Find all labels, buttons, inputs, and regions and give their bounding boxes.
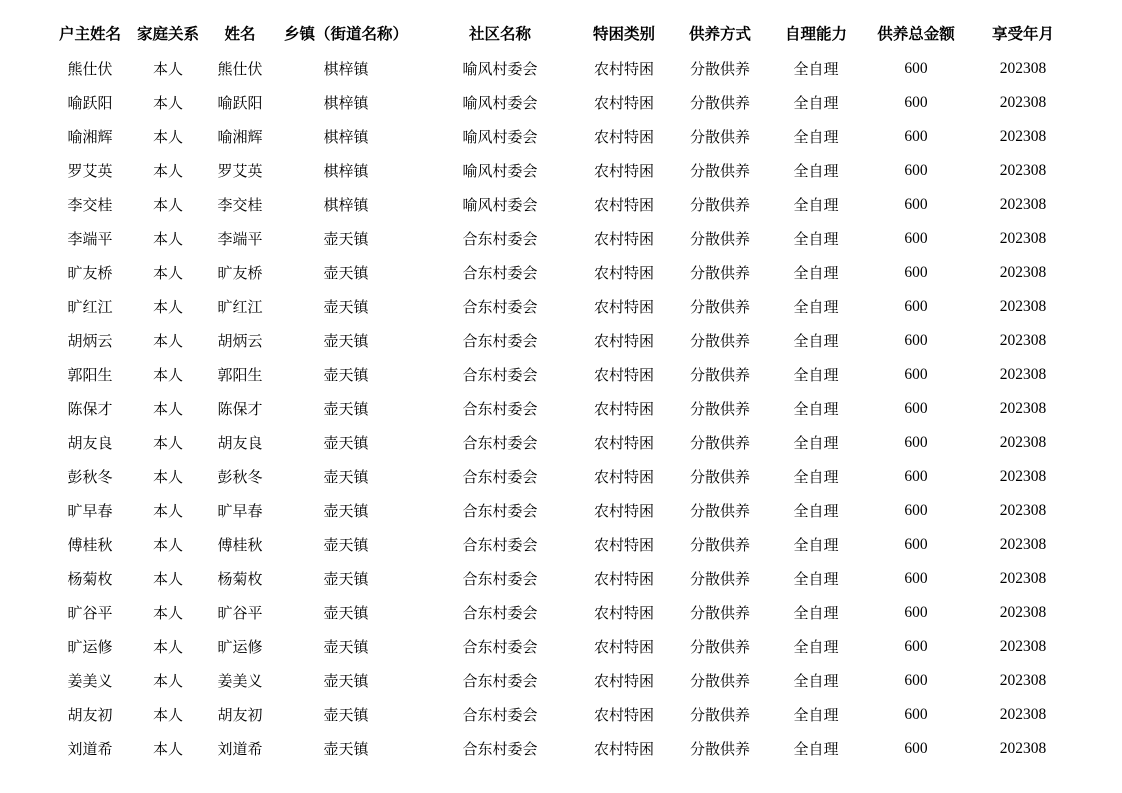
cell-household-head-name: 李端平 bbox=[67, 230, 113, 248]
cell-category: 农村特困 bbox=[593, 196, 654, 214]
cell-community: 合东村委会 bbox=[462, 298, 538, 316]
cell-benefit-month: 202308 bbox=[999, 400, 1047, 417]
cell-category: 农村特困 bbox=[593, 638, 654, 656]
header-benefit-month: 享受年月 bbox=[991, 25, 1054, 43]
cell-benefit-month: 202308 bbox=[999, 570, 1047, 587]
cell-family-relation: 本人 bbox=[152, 332, 183, 350]
header-total-amount: 供养总金额 bbox=[877, 25, 955, 43]
cell-total-amount: 600 bbox=[904, 740, 928, 757]
cell-support-mode: 分散供养 bbox=[689, 94, 750, 112]
cell-household-head-name: 胡炳云 bbox=[67, 332, 113, 350]
cell-support-mode: 分散供养 bbox=[689, 638, 750, 656]
cell-self-care: 全自理 bbox=[793, 570, 839, 588]
cell-household-head-name: 傅桂秋 bbox=[67, 536, 113, 554]
cell-support-mode: 分散供养 bbox=[689, 400, 750, 418]
cell-total-amount: 600 bbox=[904, 332, 928, 349]
cell-community: 喻风村委会 bbox=[462, 60, 538, 78]
cell-benefit-month: 202308 bbox=[999, 230, 1047, 247]
cell-total-amount: 600 bbox=[904, 638, 928, 655]
cell-self-care: 全自理 bbox=[793, 672, 839, 690]
cell-community: 喻风村委会 bbox=[462, 196, 538, 214]
cell-benefit-month: 202308 bbox=[999, 536, 1047, 553]
table-row bbox=[0, 120, 1122, 154]
cell-self-care: 全自理 bbox=[793, 604, 839, 622]
table-row bbox=[0, 222, 1122, 256]
table-row bbox=[0, 596, 1122, 630]
cell-total-amount: 600 bbox=[904, 604, 928, 621]
cell-community: 合东村委会 bbox=[462, 502, 538, 520]
cell-name: 李交桂 bbox=[217, 196, 263, 214]
cell-household-head-name: 旷运修 bbox=[67, 638, 113, 656]
cell-self-care: 全自理 bbox=[793, 434, 839, 452]
cell-benefit-month: 202308 bbox=[999, 604, 1047, 621]
cell-self-care: 全自理 bbox=[793, 94, 839, 112]
cell-name: 郭阳生 bbox=[217, 366, 263, 384]
cell-category: 农村特困 bbox=[593, 604, 654, 622]
cell-town: 壶天镇 bbox=[323, 706, 369, 724]
cell-community: 合东村委会 bbox=[462, 536, 538, 554]
cell-community: 合东村委会 bbox=[462, 332, 538, 350]
cell-town: 壶天镇 bbox=[323, 230, 369, 248]
cell-household-head-name: 旷早春 bbox=[67, 502, 113, 520]
cell-community: 合东村委会 bbox=[462, 468, 538, 486]
cell-name: 旷友桥 bbox=[217, 264, 263, 282]
cell-household-head-name: 旷谷平 bbox=[67, 604, 113, 622]
cell-category: 农村特困 bbox=[593, 570, 654, 588]
cell-town: 壶天镇 bbox=[323, 570, 369, 588]
cell-support-mode: 分散供养 bbox=[689, 468, 750, 486]
cell-benefit-month: 202308 bbox=[999, 264, 1047, 281]
cell-support-mode: 分散供养 bbox=[689, 502, 750, 520]
cell-total-amount: 600 bbox=[904, 468, 928, 485]
cell-name: 胡友良 bbox=[217, 434, 263, 452]
cell-town: 棋梓镇 bbox=[323, 128, 369, 146]
cell-town: 壶天镇 bbox=[323, 604, 369, 622]
cell-total-amount: 600 bbox=[904, 298, 928, 315]
cell-name: 喻湘辉 bbox=[217, 128, 263, 146]
cell-benefit-month: 202308 bbox=[999, 60, 1047, 77]
cell-family-relation: 本人 bbox=[152, 298, 183, 316]
table-row bbox=[0, 188, 1122, 222]
cell-self-care: 全自理 bbox=[793, 468, 839, 486]
table-row bbox=[0, 256, 1122, 290]
cell-community: 合东村委会 bbox=[462, 434, 538, 452]
cell-total-amount: 600 bbox=[904, 366, 928, 383]
cell-community: 合东村委会 bbox=[462, 570, 538, 588]
cell-self-care: 全自理 bbox=[793, 230, 839, 248]
cell-benefit-month: 202308 bbox=[999, 706, 1047, 723]
cell-name: 傅桂秋 bbox=[217, 536, 263, 554]
cell-community: 合东村委会 bbox=[462, 638, 538, 656]
table-row bbox=[0, 460, 1122, 494]
cell-self-care: 全自理 bbox=[793, 536, 839, 554]
table-row bbox=[0, 528, 1122, 562]
cell-household-head-name: 姜美义 bbox=[67, 672, 113, 690]
table-row bbox=[0, 630, 1122, 664]
table-row bbox=[0, 664, 1122, 698]
cell-benefit-month: 202308 bbox=[999, 502, 1047, 519]
table-row bbox=[0, 154, 1122, 188]
cell-town: 壶天镇 bbox=[323, 638, 369, 656]
cell-category: 农村特困 bbox=[593, 740, 654, 758]
cell-benefit-month: 202308 bbox=[999, 366, 1047, 383]
cell-town: 棋梓镇 bbox=[323, 94, 369, 112]
cell-benefit-month: 202308 bbox=[999, 162, 1047, 179]
table-row bbox=[0, 86, 1122, 120]
cell-category: 农村特困 bbox=[593, 468, 654, 486]
cell-town: 棋梓镇 bbox=[323, 196, 369, 214]
cell-self-care: 全自理 bbox=[793, 196, 839, 214]
cell-support-mode: 分散供养 bbox=[689, 740, 750, 758]
cell-name: 刘道希 bbox=[217, 740, 263, 758]
table-row bbox=[0, 52, 1122, 86]
header-town: 乡镇（街道名称） bbox=[283, 25, 408, 43]
cell-household-head-name: 胡友初 bbox=[67, 706, 113, 724]
cell-community: 喻风村委会 bbox=[462, 128, 538, 146]
cell-household-head-name: 喻跃阳 bbox=[67, 94, 113, 112]
cell-town: 壶天镇 bbox=[323, 672, 369, 690]
cell-name: 李端平 bbox=[217, 230, 263, 248]
table-row bbox=[0, 324, 1122, 358]
cell-self-care: 全自理 bbox=[793, 366, 839, 384]
cell-name: 彭秋冬 bbox=[217, 468, 263, 486]
cell-category: 农村特困 bbox=[593, 706, 654, 724]
cell-town: 壶天镇 bbox=[323, 332, 369, 350]
cell-community: 合东村委会 bbox=[462, 264, 538, 282]
cell-category: 农村特困 bbox=[593, 230, 654, 248]
cell-family-relation: 本人 bbox=[152, 230, 183, 248]
cell-household-head-name: 李交桂 bbox=[67, 196, 113, 214]
cell-name: 旷谷平 bbox=[217, 604, 263, 622]
cell-support-mode: 分散供养 bbox=[689, 536, 750, 554]
cell-family-relation: 本人 bbox=[152, 196, 183, 214]
cell-town: 壶天镇 bbox=[323, 366, 369, 384]
cell-benefit-month: 202308 bbox=[999, 196, 1047, 213]
cell-family-relation: 本人 bbox=[152, 740, 183, 758]
cell-benefit-month: 202308 bbox=[999, 638, 1047, 655]
cell-community: 喻风村委会 bbox=[462, 94, 538, 112]
cell-town: 棋梓镇 bbox=[323, 60, 369, 78]
cell-family-relation: 本人 bbox=[152, 366, 183, 384]
cell-name: 旷早春 bbox=[217, 502, 263, 520]
cell-community: 合东村委会 bbox=[462, 604, 538, 622]
cell-support-mode: 分散供养 bbox=[689, 196, 750, 214]
cell-support-mode: 分散供养 bbox=[689, 366, 750, 384]
cell-family-relation: 本人 bbox=[152, 94, 183, 112]
cell-benefit-month: 202308 bbox=[999, 740, 1047, 757]
cell-category: 农村特困 bbox=[593, 94, 654, 112]
cell-household-head-name: 刘道希 bbox=[67, 740, 113, 758]
cell-benefit-month: 202308 bbox=[999, 672, 1047, 689]
cell-self-care: 全自理 bbox=[793, 638, 839, 656]
cell-town: 壶天镇 bbox=[323, 740, 369, 758]
cell-family-relation: 本人 bbox=[152, 638, 183, 656]
table-row bbox=[0, 426, 1122, 460]
cell-household-head-name: 胡友良 bbox=[67, 434, 113, 452]
cell-town: 壶天镇 bbox=[323, 264, 369, 282]
cell-name: 旷运修 bbox=[217, 638, 263, 656]
cell-family-relation: 本人 bbox=[152, 128, 183, 146]
cell-support-mode: 分散供养 bbox=[689, 128, 750, 146]
cell-name: 胡炳云 bbox=[217, 332, 263, 350]
cell-support-mode: 分散供养 bbox=[689, 298, 750, 316]
cell-benefit-month: 202308 bbox=[999, 94, 1047, 111]
cell-household-head-name: 旷友桥 bbox=[67, 264, 113, 282]
cell-benefit-month: 202308 bbox=[999, 298, 1047, 315]
cell-town: 棋梓镇 bbox=[323, 162, 369, 180]
cell-family-relation: 本人 bbox=[152, 706, 183, 724]
cell-family-relation: 本人 bbox=[152, 434, 183, 452]
cell-community: 合东村委会 bbox=[462, 706, 538, 724]
header-support-mode: 供养方式 bbox=[688, 25, 751, 43]
cell-category: 农村特困 bbox=[593, 332, 654, 350]
cell-support-mode: 分散供养 bbox=[689, 162, 750, 180]
cell-family-relation: 本人 bbox=[152, 400, 183, 418]
table-row bbox=[0, 562, 1122, 596]
cell-category: 农村特困 bbox=[593, 366, 654, 384]
cell-family-relation: 本人 bbox=[152, 264, 183, 282]
header-community: 社区名称 bbox=[468, 25, 531, 43]
cell-name: 熊仕伏 bbox=[217, 60, 263, 78]
table-row bbox=[0, 358, 1122, 392]
cell-self-care: 全自理 bbox=[793, 162, 839, 180]
cell-category: 农村特困 bbox=[593, 400, 654, 418]
cell-community: 合东村委会 bbox=[462, 400, 538, 418]
cell-self-care: 全自理 bbox=[793, 740, 839, 758]
table-row bbox=[0, 290, 1122, 324]
cell-family-relation: 本人 bbox=[152, 502, 183, 520]
cell-total-amount: 600 bbox=[904, 672, 928, 689]
cell-family-relation: 本人 bbox=[152, 672, 183, 690]
cell-benefit-month: 202308 bbox=[999, 332, 1047, 349]
cell-support-mode: 分散供养 bbox=[689, 604, 750, 622]
cell-total-amount: 600 bbox=[904, 570, 928, 587]
cell-support-mode: 分散供养 bbox=[689, 672, 750, 690]
cell-community: 喻风村委会 bbox=[462, 162, 538, 180]
cell-family-relation: 本人 bbox=[152, 162, 183, 180]
cell-category: 农村特困 bbox=[593, 536, 654, 554]
cell-total-amount: 600 bbox=[904, 434, 928, 451]
cell-self-care: 全自理 bbox=[793, 298, 839, 316]
cell-household-head-name: 陈保才 bbox=[67, 400, 113, 418]
cell-total-amount: 600 bbox=[904, 536, 928, 553]
cell-household-head-name: 罗艾英 bbox=[67, 162, 113, 180]
cell-family-relation: 本人 bbox=[152, 60, 183, 78]
table-row bbox=[0, 732, 1122, 766]
cell-total-amount: 600 bbox=[904, 196, 928, 213]
cell-community: 合东村委会 bbox=[462, 740, 538, 758]
cell-self-care: 全自理 bbox=[793, 264, 839, 282]
table-row bbox=[0, 392, 1122, 426]
cell-total-amount: 600 bbox=[904, 162, 928, 179]
cell-self-care: 全自理 bbox=[793, 400, 839, 418]
cell-self-care: 全自理 bbox=[793, 60, 839, 78]
cell-support-mode: 分散供养 bbox=[689, 570, 750, 588]
cell-self-care: 全自理 bbox=[793, 706, 839, 724]
cell-category: 农村特困 bbox=[593, 162, 654, 180]
cell-support-mode: 分散供养 bbox=[689, 706, 750, 724]
cell-household-head-name: 熊仕伏 bbox=[67, 60, 113, 78]
cell-category: 农村特困 bbox=[593, 264, 654, 282]
cell-support-mode: 分散供养 bbox=[689, 434, 750, 452]
cell-total-amount: 600 bbox=[904, 128, 928, 145]
cell-support-mode: 分散供养 bbox=[689, 230, 750, 248]
cell-total-amount: 600 bbox=[904, 60, 928, 77]
cell-self-care: 全自理 bbox=[793, 332, 839, 350]
cell-town: 壶天镇 bbox=[323, 502, 369, 520]
cell-name: 喻跃阳 bbox=[217, 94, 263, 112]
cell-self-care: 全自理 bbox=[793, 128, 839, 146]
cell-category: 农村特困 bbox=[593, 672, 654, 690]
header-family-relation: 家庭关系 bbox=[136, 25, 199, 43]
cell-support-mode: 分散供养 bbox=[689, 332, 750, 350]
cell-household-head-name: 彭秋冬 bbox=[67, 468, 113, 486]
cell-category: 农村特困 bbox=[593, 502, 654, 520]
cell-household-head-name: 旷红江 bbox=[67, 298, 113, 316]
cell-name: 旷红江 bbox=[217, 298, 263, 316]
cell-household-head-name: 郭阳生 bbox=[67, 366, 113, 384]
cell-total-amount: 600 bbox=[904, 706, 928, 723]
cell-community: 合东村委会 bbox=[462, 672, 538, 690]
cell-category: 农村特困 bbox=[593, 298, 654, 316]
cell-benefit-month: 202308 bbox=[999, 434, 1047, 451]
cell-household-head-name: 杨菊枚 bbox=[67, 570, 113, 588]
header-self-care: 自理能力 bbox=[784, 25, 847, 43]
cell-town: 壶天镇 bbox=[323, 536, 369, 554]
cell-category: 农村特困 bbox=[593, 60, 654, 78]
cell-category: 农村特困 bbox=[593, 128, 654, 146]
cell-family-relation: 本人 bbox=[152, 536, 183, 554]
cell-community: 合东村委会 bbox=[462, 366, 538, 384]
cell-support-mode: 分散供养 bbox=[689, 60, 750, 78]
table-row bbox=[0, 698, 1122, 732]
cell-community: 合东村委会 bbox=[462, 230, 538, 248]
header-category: 特困类别 bbox=[592, 25, 655, 43]
cell-town: 壶天镇 bbox=[323, 298, 369, 316]
cell-total-amount: 600 bbox=[904, 502, 928, 519]
cell-total-amount: 600 bbox=[904, 264, 928, 281]
cell-name: 杨菊枚 bbox=[217, 570, 263, 588]
cell-name: 胡友初 bbox=[217, 706, 263, 724]
table-row bbox=[0, 494, 1122, 528]
cell-name: 姜美义 bbox=[217, 672, 263, 690]
cell-town: 壶天镇 bbox=[323, 434, 369, 452]
cell-total-amount: 600 bbox=[904, 400, 928, 417]
cell-family-relation: 本人 bbox=[152, 468, 183, 486]
cell-family-relation: 本人 bbox=[152, 604, 183, 622]
cell-benefit-month: 202308 bbox=[999, 468, 1047, 485]
cell-self-care: 全自理 bbox=[793, 502, 839, 520]
cell-household-head-name: 喻湘辉 bbox=[67, 128, 113, 146]
cell-total-amount: 600 bbox=[904, 230, 928, 247]
cell-family-relation: 本人 bbox=[152, 570, 183, 588]
cell-town: 壶天镇 bbox=[323, 468, 369, 486]
cell-name: 陈保才 bbox=[217, 400, 263, 418]
header-household-head-name: 户主姓名 bbox=[58, 25, 121, 43]
cell-total-amount: 600 bbox=[904, 94, 928, 111]
cell-support-mode: 分散供养 bbox=[689, 264, 750, 282]
cell-town: 壶天镇 bbox=[323, 400, 369, 418]
cell-name: 罗艾英 bbox=[217, 162, 263, 180]
header-name: 姓名 bbox=[224, 25, 256, 43]
cell-benefit-month: 202308 bbox=[999, 128, 1047, 145]
cell-category: 农村特困 bbox=[593, 434, 654, 452]
table-header-row bbox=[0, 17, 1122, 51]
